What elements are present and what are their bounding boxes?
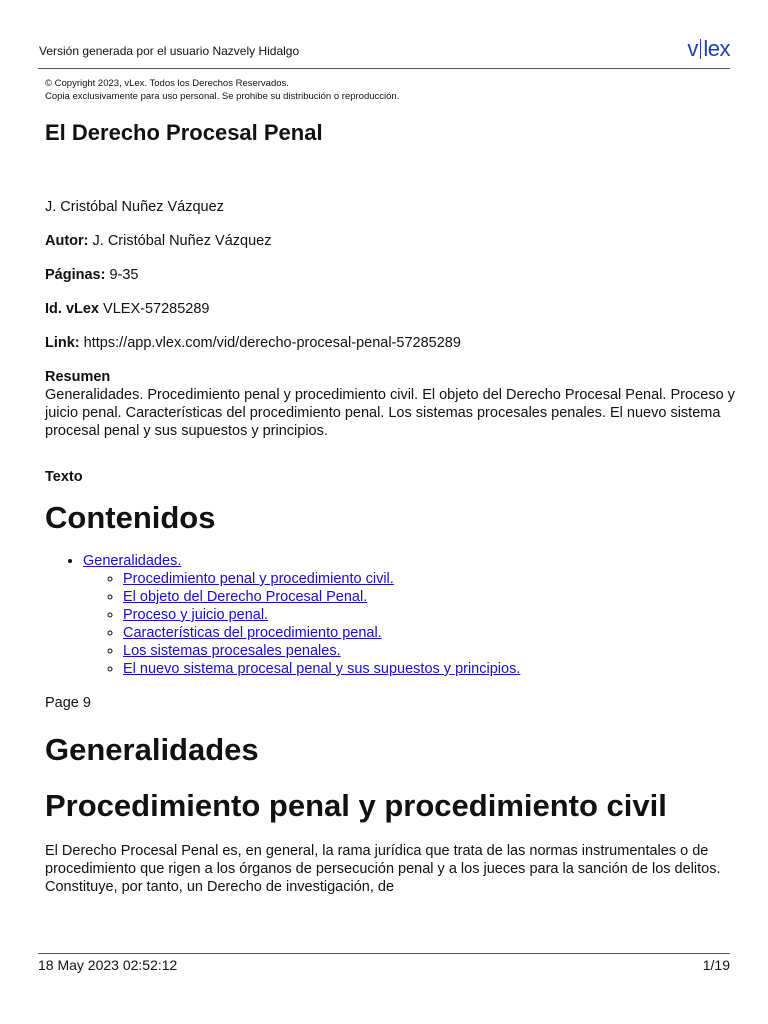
meta-author-value: J. Cristóbal Nuñez Vázquez — [92, 233, 272, 249]
body-paragraph: El Derecho Procesal Penal es, en general, la rama jurídica que trata de las normas instrumentales o de procedimiento que rigen a los órganos de persecución penal y a los jueces para la sanción de los delitos. Constituye, por tanto, un Derecho de investigación, de — [45, 843, 721, 895]
toc-subitem — [123, 660, 735, 678]
logo-separator — [700, 39, 702, 59]
meta-link — [45, 334, 735, 352]
meta-id-label: Id. vLex — [45, 301, 99, 317]
toc-subitem — [123, 588, 735, 606]
meta-pages-label: Páginas: — [45, 267, 106, 283]
footer-divider — [38, 953, 730, 954]
author-line: J. Cristóbal Nuñez Vázquez — [45, 199, 224, 215]
toc-link-procedimiento[interactable]: Procedimiento penal y procedimiento civil. — [123, 571, 394, 587]
toc-item — [83, 552, 735, 678]
meta-id-value: VLEX-57285289 — [103, 301, 210, 317]
resumen-text: Generalidades. Procedimiento penal y procedimiento civil. El objeto del Derecho Procesal Penal. Proceso y juicio penal. Características del procedimiento penal. Los sistemas procesales penales. El nuevo sistema procesal penal y sus supuestos y principios. — [45, 387, 735, 439]
toc-subitem — [123, 624, 735, 642]
copyright-line-1: © Copyright 2023, vLex. Todos los Derechos Reservados. — [45, 78, 289, 89]
generated-by-text: Versión generada por el usuario Nazvely Hidalgo — [39, 44, 300, 58]
toc-link-objeto[interactable]: El objeto del Derecho Procesal Penal. — [123, 589, 368, 605]
meta-pages-value: 9-35 — [109, 267, 139, 283]
toc-link-caracteristicas[interactable]: Características del procedimiento penal. — [123, 625, 382, 641]
resumen-heading: Resumen — [45, 369, 111, 385]
toc-subitem — [123, 606, 735, 624]
meta-link-label: Link: — [45, 335, 80, 351]
meta-pages — [45, 266, 735, 284]
meta-link-value: https://app.vlex.com/vid/derecho-procesal-penal-57285289 — [83, 335, 461, 351]
header-divider — [38, 68, 730, 69]
toc-link-nuevo-sistema[interactable]: El nuevo sistema procesal penal y sus supuestos y principios. — [123, 661, 521, 677]
section-heading: Generalidades — [45, 732, 259, 767]
footer-page-count: 1/19 — [702, 957, 730, 973]
toc-link-generalidades[interactable]: Generalidades. — [83, 553, 182, 569]
copyright-line-2: Copia exclusivamente para uso personal. Se prohibe su distribución o reproducción. — [45, 91, 400, 102]
meta-author-label: Autor: — [45, 233, 89, 249]
vlex-logo — [687, 36, 730, 62]
table-of-contents — [45, 552, 735, 678]
document-title: El Derecho Procesal Penal — [45, 120, 323, 145]
toc-subitem — [123, 570, 735, 588]
copyright-notice — [45, 77, 399, 103]
document-content — [45, 198, 735, 896]
logo-right: lex — [703, 36, 730, 61]
meta-id — [45, 300, 735, 318]
footer-timestamp: 18 May 2023 02:52:12 — [38, 957, 178, 973]
toc-subitem — [123, 642, 735, 660]
texto-heading: Texto — [45, 469, 83, 485]
logo-left: v — [687, 36, 698, 61]
toc-link-proceso[interactable]: Proceso y juicio penal. — [123, 607, 269, 623]
toc-sublist — [83, 570, 735, 678]
contents-heading: Contenidos — [45, 500, 216, 535]
toc-link-sistemas[interactable]: Los sistemas procesales penales. — [123, 643, 341, 659]
page-marker: Page 9 — [45, 695, 91, 711]
subsection-heading: Procedimiento penal y procedimiento civil — [45, 788, 667, 823]
meta-author — [45, 232, 735, 250]
